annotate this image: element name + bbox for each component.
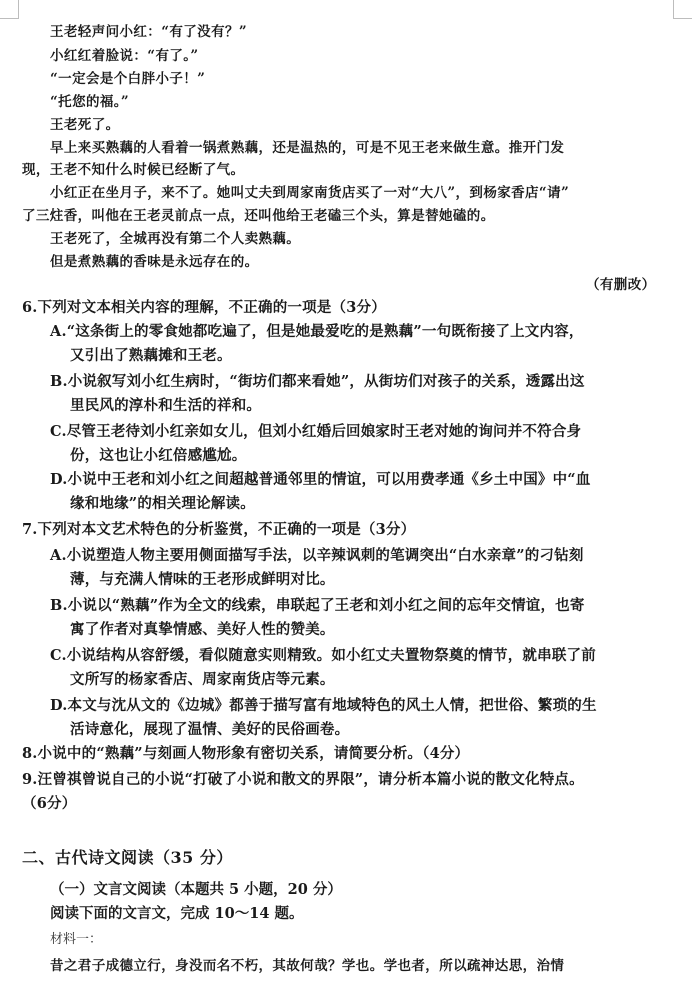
question-9: 9.汪曾祺曾说自己的小说“打破了小说和散文的界限”，请分析本篇小说的散文化特点。 <box>22 771 584 788</box>
story-line: 了三炷香，叫他在王老灵前点一点，还叫他给王老磕三个头，算是替她磕的。 <box>22 208 495 224</box>
q6-option-d: D.小说中王老和刘小红之间超越普通邻里的情谊，可以用费孝通《乡土中国》中“血 <box>50 471 591 488</box>
page-corner-mark <box>673 0 692 19</box>
question-9-cont: （6分） <box>22 795 77 812</box>
q7-option-b: B.小说以“熟藕”作为全文的线索，串联起了王老和刘小红之间的忘年交情谊，也寄 <box>50 597 585 614</box>
material-label: 材料一： <box>50 932 103 947</box>
story-line: 小红红着脸说：“有了。” <box>50 48 199 64</box>
reading-instruction: 阅读下面的文言文，完成 10～14 题。 <box>50 905 304 922</box>
q6-option-d-cont: 缘和地缘”的相关理论解读。 <box>70 495 255 512</box>
q6-option-b: B.小说叙写刘小红生病时，“街坊们都来看她”，从街坊们对孩子的关系，透露出这 <box>50 373 585 390</box>
story-line: 小红正在坐月子，来不了。她叫丈夫到周家南货店买了一对“大八”，到杨家香店“请” <box>50 185 570 201</box>
story-line: 王老死了。 <box>50 117 120 133</box>
q7-option-a: A.小说塑造人物主要用侧面描写手法，以辛辣讽刺的笔调突出“白水亲章”的刁钻刻 <box>50 547 584 564</box>
passage-line: 昔之君子成德立行，身没而名不朽，其故何哉？学也。学也者，所以疏神达思，治情 <box>50 958 565 974</box>
story-line: 早上来买熟藕的人看着一锅煮熟藕，还是温热的，可是不见王老来做生意。推开门发 <box>50 140 565 156</box>
question-6-stem: 6.下列对文本相关内容的理解，不正确的一项是（3分） <box>22 299 386 316</box>
story-line: “托您的福。” <box>50 94 130 110</box>
q6-option-c: C.尽管王老待刘小红亲如女儿，但刘小红婚后回娘家时王老对她的询问并不符合身 <box>50 423 582 440</box>
q7-option-c: C.小说结构从容舒缓，看似随意实则精致。如小红丈夫置物祭奠的情节，就串联了前 <box>50 647 596 664</box>
source-note: （有删改） <box>586 277 656 293</box>
q6-option-a: A.“这条街上的零食她都吃遍了，但是她最爱吃的是熟藕”一句既衔接了上文内容， <box>50 323 584 340</box>
story-line: 王老轻声问小红：“有了没有？” <box>50 24 248 40</box>
story-line: 王老死了，全城再没有第二个人卖熟藕。 <box>50 231 301 247</box>
q6-option-c-cont: 份，这也让小红倍感尴尬。 <box>70 447 247 464</box>
q7-option-d: D.本文与沈从文的《边城》都善于描写富有地域特色的风土人情，把世俗、繁琐的生 <box>50 697 597 714</box>
story-line: 但是煮熟藕的香味是永远存在的。 <box>50 254 259 270</box>
q6-option-a-cont: 又引出了熟藕摊和王老。 <box>70 347 232 364</box>
q6-option-b-cont: 里民风的淳朴和生活的祥和。 <box>70 397 262 414</box>
question-7-stem: 7.下列对本文艺术特色的分析鉴赏，不正确的一项是（3分） <box>22 521 416 538</box>
story-line: 现，王老不知什么时候已经断了气。 <box>22 162 245 178</box>
q7-option-c-cont: 文所写的杨家香店、周家南货店等元素。 <box>70 671 335 688</box>
question-8: 8.小说中的“熟藕”与刻画人物形象有密切关系，请简要分析。（4分） <box>22 745 470 762</box>
page-corner-mark <box>0 0 19 19</box>
q7-option-a-cont: 薄，与充满人情味的王老形成鲜明对比。 <box>70 571 335 588</box>
q7-option-d-cont: 活诗意化，展现了温情、美好的民俗画卷。 <box>70 721 350 738</box>
section-2-heading: 二、古代诗文阅读（35 分） <box>22 848 233 867</box>
q7-option-b-cont: 寓了作者对真挚情感、美好人性的赞美。 <box>70 621 335 638</box>
story-line: “一定会是个白胖小子！” <box>50 71 206 87</box>
subsection-heading: （一）文言文阅读（本题共 5 小题，20 分） <box>50 881 342 898</box>
